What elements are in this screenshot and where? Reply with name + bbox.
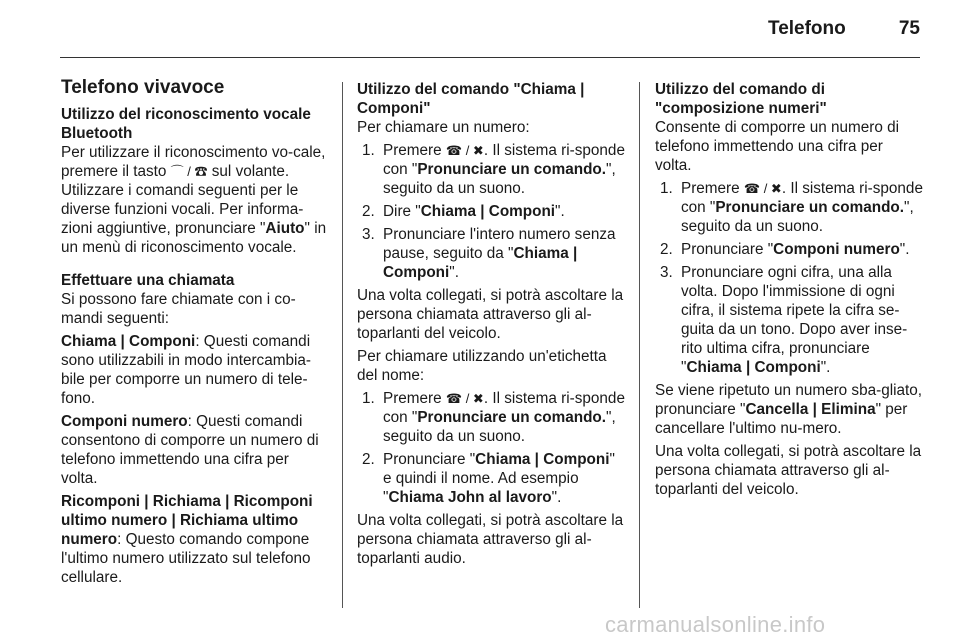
text: Premere [383, 142, 446, 159]
bold-text: Pronunciare un comando. [417, 161, 607, 178]
command-name: Componi numero [61, 413, 188, 430]
command-name: Ricomponi | Richiama | Ricomponi ultimo numero | Richiama ultimo numero [61, 493, 313, 548]
paragraph-voice-intro [61, 143, 329, 257]
phone-icon: ☎ / ✖ [743, 181, 782, 196]
paragraph-intro: Consente di comporre un numero di telefono immettendo una cifra per volta. [655, 119, 900, 174]
text: ". [551, 489, 562, 506]
text: Dire " [383, 203, 421, 220]
text: : Questo comando compone l'ultimo numero utilizzato sul telefono cellulare. [61, 531, 311, 586]
paragraph-ricomponi [61, 492, 329, 587]
column-right [655, 80, 923, 503]
steps-list [357, 389, 627, 507]
list-item [677, 240, 923, 259]
paragraph-audio: Una volta collegati, si potrà ascoltare la persona chiamata attraverso gli al-toparlanti audio. [357, 512, 624, 567]
paragraph-call-number: Per chiamare un numero: [357, 119, 530, 136]
subheading-chiama-componi: Utilizzo del comando "Chiama | Componi" [357, 81, 585, 117]
bold-text: Componi numero [773, 241, 900, 258]
page-title: Telefono [768, 18, 846, 39]
text: . Il sistema ri-sponde con " [383, 390, 625, 426]
text: Premere [383, 390, 446, 407]
text: ", seguito da un suono. [383, 409, 616, 445]
paragraph-componi-numero [61, 412, 329, 488]
text: Se viene ripetuto un numero sba-gliato, pronunciare " [655, 382, 923, 418]
text: ". [820, 359, 831, 376]
bold-aiuto: Aiuto [265, 220, 305, 237]
phone-icon: ☎ / ✖ [445, 143, 484, 158]
list-item [379, 202, 627, 221]
text: Pronunciare ogni cifra, una alla volta. Dopo l'immissione di ogni cifra, il sistema ripete la cifra se-guita da un tono. Dopo aver inse-rito ultima cifra, pronunciare " [681, 264, 908, 376]
paragraph-commands: Si possono fare chiamate con i co-mandi seguenti: [61, 291, 296, 327]
bold-text: Pronunciare un comando. [715, 199, 905, 216]
text: . Il sistema ri-sponde con " [681, 180, 923, 216]
text: ", seguito da un suono. [681, 199, 914, 235]
text: : Questi comandi sono utilizzabili in modo intercambia-bile per comporre un numero di tele-fono. [61, 333, 311, 407]
list-item [379, 225, 627, 282]
steps-list [655, 179, 923, 377]
text: . Il sistema ri-sponde con " [383, 142, 625, 178]
phone-icon: ☎ / ✖ [445, 391, 484, 406]
text: " in un menù di riconoscimento vocale. [61, 220, 327, 256]
header-divider [60, 57, 920, 58]
bold-text: Cancella | Elimina [745, 401, 876, 418]
list-item [677, 263, 923, 377]
text: ". [899, 241, 910, 258]
paragraph-wrong-number [655, 381, 923, 438]
column-divider [639, 82, 640, 608]
text: Pronunciare l'intero numero senza pause, seguito da " [383, 226, 616, 262]
column-middle [357, 80, 627, 572]
subheading-make-call: Effettuare una chiamata [61, 272, 235, 289]
bold-text: Chiama John al lavoro [388, 489, 552, 506]
watermark: carmanualsonline.info [605, 612, 826, 637]
text: " per cancellare l'ultimo nu-mero. [655, 401, 908, 437]
page-number: 75 [898, 18, 920, 39]
voice-phone-icon: ⌒ / ☎ [170, 164, 208, 179]
text: : Questi comandi consentono di comporre un numero di telefono immettendo una cifra per volta. [61, 413, 319, 487]
subheading-bluetooth-voice: Utilizzo del riconoscimento vocale Bluetooth [61, 106, 311, 142]
column-left [61, 78, 329, 591]
paragraph-after-connect: Una volta collegati, si potrà ascoltare la persona chiamata attraverso gli al-toparlanti del veicolo. [655, 443, 922, 498]
bold-text: Chiama | Componi [383, 245, 578, 281]
text: ". [555, 203, 565, 220]
text: ", seguito da un suono. [383, 161, 616, 197]
text: Per utilizzare il riconoscimento vo-cale, premere il tasto [61, 144, 326, 180]
paragraph-name-tag: Per chiamare utilizzando un'etichetta del nome: [357, 348, 607, 384]
bold-text: Chiama | Componi [420, 203, 556, 220]
text: ". [449, 264, 459, 281]
paragraph-after-connect: Una volta collegati, si potrà ascoltare la persona chiamata attraverso gli al-toparlanti del veicolo. [357, 287, 624, 342]
text: Pronunciare " [383, 451, 476, 468]
column-divider [342, 82, 343, 608]
list-item [379, 450, 627, 507]
bold-text: Chiama | Componi [686, 359, 821, 376]
text: " e quindi il nome. Ad esempio " [383, 451, 615, 506]
text: sul volante. Utilizzare i comandi seguenti per le diverse funzioni vocali. Per informa-zioni aggiuntive, pronunciare " [61, 163, 304, 237]
bold-text: Chiama | Componi [475, 451, 610, 468]
subheading-composizione: Utilizzo del comando di "composizione numeri" [655, 81, 827, 117]
paragraph-chiama-componi [61, 332, 329, 408]
page-header [0, 0, 960, 52]
list-item [379, 389, 627, 446]
steps-list [357, 141, 627, 282]
list-item [379, 141, 627, 198]
command-name: Chiama | Componi [61, 333, 196, 350]
list-item [677, 179, 923, 236]
text: Premere [681, 180, 744, 197]
section-title: Telefono vivavoce [61, 77, 225, 98]
text: Pronunciare " [681, 241, 774, 258]
bold-text: Pronunciare un comando. [417, 409, 607, 426]
